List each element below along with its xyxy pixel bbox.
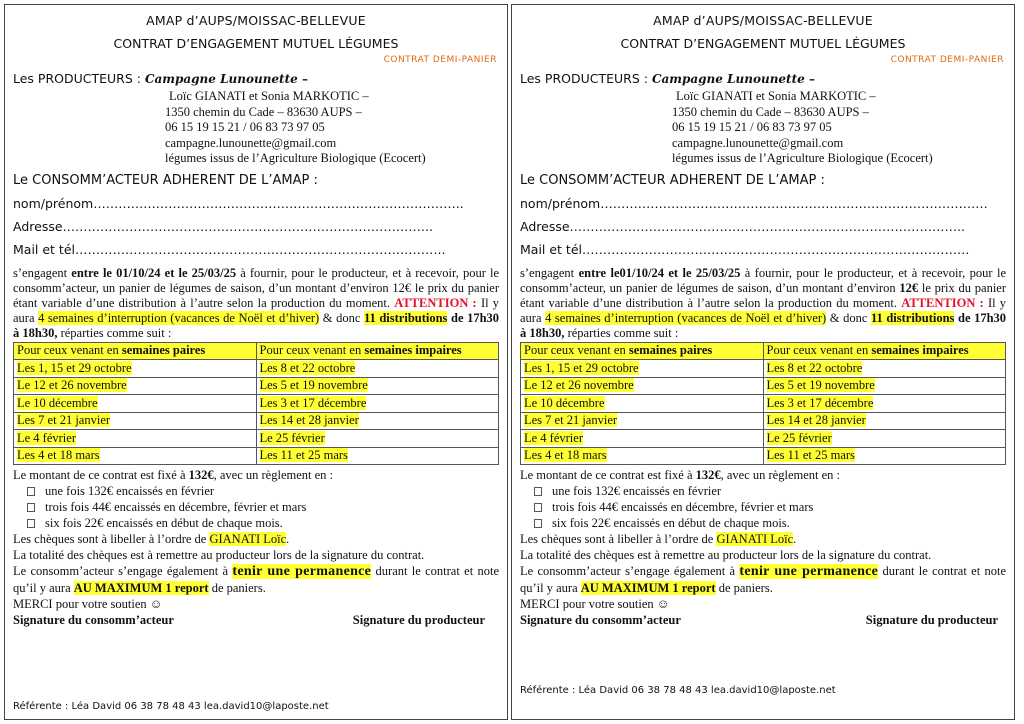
date-text: Les 11 et 25 mars (766, 448, 855, 463)
even-bold: semaines paires (121, 343, 206, 358)
option-label: trois fois 44€ encaissés en décembre, février et mars (45, 500, 307, 514)
even-date (521, 360, 764, 378)
mail-dots: ………………………………………………………………………………… (582, 241, 970, 257)
producer-email: campagne.lunounette@gmail.com (672, 135, 844, 150)
engage-dates: entre le01/10/24 et le 25/03/25 (578, 265, 741, 280)
date-text: Les 4 et 18 mars (524, 448, 607, 463)
thanks: MERCI pour votre soutien ☺ (520, 597, 670, 611)
producer-address: 1350 chemin du Cade – 83630 AUPS – (165, 104, 362, 119)
even-date (521, 412, 764, 430)
basket-amount: 12€ (899, 280, 919, 295)
table-row (521, 430, 1006, 448)
date-text: Les 11 et 25 mars (259, 448, 348, 463)
engage-text-5: & donc (829, 310, 868, 325)
address-dots: …………………………………………………………………………….. (62, 218, 433, 234)
odd-date (763, 360, 1006, 378)
table-row (14, 412, 499, 430)
odd-date (256, 447, 499, 465)
address-label: Adresse (13, 218, 63, 234)
report-highlight: AU MAXIMUM 1 report (580, 581, 716, 595)
mail-field[interactable] (520, 242, 1006, 257)
perm-text-1: Le consomm’acteur s’engage également à (13, 564, 229, 578)
distribution-hours: de 17h30 à 18h30, (520, 310, 1007, 340)
producer-email: campagne.lunounette@gmail.com (165, 135, 337, 150)
report-highlight: AU MAXIMUM 1 report (73, 581, 209, 595)
name-dots: …………………………………………………………………………….. (93, 195, 464, 211)
date-text: Les 5 et 19 novembre (259, 378, 368, 393)
contract-left (4, 4, 508, 720)
address-field[interactable] (13, 219, 499, 234)
option-label: une fois 132€ encaissés en février (552, 484, 722, 498)
producers-label: Les PRODUCTEURS : (520, 71, 648, 86)
date-text: Le 10 décembre (17, 395, 98, 410)
distribution-hours: de 17h30 à 18h30, (13, 310, 500, 340)
interruption-highlight: 4 semaines d’interruption (vacances de Noël et d’hiver) (38, 310, 320, 325)
permanence-text (520, 563, 1006, 596)
table-row (521, 360, 1006, 378)
address-field[interactable] (520, 219, 1006, 234)
attention-label: ATTENTION : (394, 295, 477, 310)
even-date (14, 377, 257, 395)
payment-intro-text-2: , avec un règlement en : (213, 468, 334, 482)
date-text: Le 25 février (766, 430, 832, 445)
permanence-highlight: tenir une permanence (739, 564, 879, 579)
perm-text-3: de paniers. (718, 581, 773, 595)
producer-signature: Signature du producteur (865, 613, 998, 627)
address-dots: ………………………………………………………………………………….. (569, 218, 965, 234)
table-row (521, 447, 1006, 465)
basket-amount: 12€ (392, 280, 412, 295)
table-row (14, 360, 499, 378)
thanks: MERCI pour votre soutien ☺ (13, 597, 163, 611)
engage-text-6: réparties comme suit : (567, 325, 679, 340)
name-field[interactable] (13, 196, 499, 211)
even-bold: semaines paires (628, 343, 713, 358)
mail-label: Mail et tél (13, 241, 75, 257)
distributions-highlight: 11 distributions (363, 310, 448, 325)
odd-date (763, 395, 1006, 413)
date-text: Les 8 et 22 octobre (259, 360, 356, 375)
table-row (14, 377, 499, 395)
farm-name: Campagne Lunounette – (651, 72, 815, 86)
payment-intro (520, 467, 1006, 483)
checkbox-icon[interactable] (534, 519, 542, 528)
permanence-text (13, 563, 499, 596)
date-text: Le 10 décembre (524, 395, 605, 410)
name-label: nom/prénom (520, 195, 601, 211)
table-row (14, 342, 499, 360)
perm-text-2: durant le contrat et note qu’il y aura (13, 564, 500, 595)
table-row (521, 377, 1006, 395)
option-label: six fois 22€ encaissés en début de chaque mois. (45, 516, 283, 530)
date-text: Les 1, 15 et 29 octobre (524, 360, 639, 375)
payment-option-1[interactable] (534, 483, 1006, 499)
interruption-highlight: 4 semaines d’interruption (vacances de Noël et d’hiver) (545, 310, 827, 325)
checkbox-icon[interactable] (27, 519, 35, 528)
payment-option-1[interactable] (27, 483, 499, 499)
odd-date (256, 377, 499, 395)
subtitle: CONTRAT D’ENGAGEMENT MUTUEL LÉGUMES (113, 36, 399, 51)
referent: Référente : Léa David 06 38 78 48 43 lea.david10@laposte.net (13, 701, 329, 712)
odd-date (256, 430, 499, 448)
option-label: trois fois 44€ encaissés en décembre, février et mars (552, 500, 814, 514)
header-odd (256, 342, 499, 360)
date-text: Le 4 février (17, 430, 76, 445)
even-date (14, 430, 257, 448)
payment-intro (13, 467, 499, 483)
perm-text-3: de paniers. (211, 581, 266, 595)
engage-text-4: Il y aura (520, 295, 1007, 325)
option-label: six fois 22€ encaissés en début de chaque mois. (552, 516, 790, 530)
consumer-heading: Le CONSOMM’ACTEUR ADHERENT DE L’AMAP : (13, 172, 318, 188)
checks-order: Les chèques sont à libeller à l’ordre de GIANATI Loïc. (13, 532, 290, 546)
engage-text-2: à fournir, pour le producteur, et à recevoir, pour le consomm’acteur, un panier de légumes de saison, d’un montant d’environ (13, 265, 499, 295)
odd-prefix: Pour ceux venant en (259, 343, 362, 358)
even-prefix: Pour ceux venant en (17, 343, 119, 358)
date-text: Les 3 et 17 décembre (766, 395, 874, 410)
engage-text-3: le prix du panier étant variable d’une distribution à l’autre selon la production du moment. (13, 280, 500, 310)
checks-text: Les chèques sont à libeller à l’ordre de (520, 532, 714, 546)
payment-total: 132€ (695, 468, 721, 482)
table-row (521, 412, 1006, 430)
header-odd (763, 342, 1006, 360)
producers-label: Les PRODUCTEURS : (13, 71, 141, 86)
engage-text-2: à fournir, pour le producteur, et à recevoir, pour le consomm’acteur, un panier de légumes de saison, d’un montant d’environ (520, 265, 1007, 295)
engage-text-5: & donc (322, 310, 361, 325)
producer-phones: 06 15 19 15 21 / 06 83 73 97 05 (672, 120, 832, 134)
date-text: Les 8 et 22 octobre (766, 360, 863, 375)
engage-text-1: s’engagent (13, 265, 68, 280)
schedule-table (13, 342, 499, 466)
engage-text-6: réparties comme suit : (60, 325, 172, 340)
payment-intro-text: Le montant de ce contrat est fixé à (13, 468, 186, 482)
producer-details (672, 89, 1006, 167)
demi-panier-badge: CONTRAT DEMI-PANIER (890, 55, 1004, 65)
referent: Référente : Léa David 06 38 78 48 43 lea.david10@laposte.net (520, 685, 836, 696)
subtitle: CONTRAT D’ENGAGEMENT MUTUEL LÉGUMES (620, 36, 906, 51)
signature-row (13, 613, 499, 628)
producer-bio: légumes issus de l’Agriculture Biologique (Ecocert) (165, 151, 426, 165)
payment-intro-text-2: , avec un règlement en : (720, 468, 841, 482)
name-dots: ………………………………………………………………………………… (600, 195, 988, 211)
permanence-highlight: tenir une permanence (232, 564, 372, 579)
payment-total: 132€ (188, 468, 214, 482)
date-text: Le 12 et 26 novembre (524, 378, 634, 393)
attention-label: ATTENTION : (901, 295, 984, 310)
odd-date (256, 395, 499, 413)
date-text: Les 1, 15 et 29 octobre (17, 360, 132, 375)
date-text: Les 7 et 21 janvier (17, 413, 111, 428)
distributions-highlight: 11 distributions (870, 310, 955, 325)
schedule-table (520, 342, 1006, 466)
checks-totality: La totalité des chèques est à remettre au producteur lors de la signature du contrat. (13, 548, 425, 562)
even-date (14, 360, 257, 378)
producer-names: Loïc GIANATI et Sonia MARKOTIC – (676, 89, 876, 103)
contract-right (511, 4, 1015, 720)
payment-option-2[interactable] (534, 499, 1006, 515)
address-label: Adresse (520, 218, 570, 234)
odd-bold: semaines impaires (364, 343, 462, 358)
demi-panier-badge: CONTRAT DEMI-PANIER (383, 55, 497, 65)
mail-dots: …………………………………………………………………………….. (75, 241, 446, 257)
even-date (521, 377, 764, 395)
checks-text: Les chèques sont à libeller à l’ordre de (13, 532, 207, 546)
odd-prefix: Pour ceux venant en (766, 343, 869, 358)
consumer-heading: Le CONSOMM’ACTEUR ADHERENT DE L’AMAP : (520, 172, 825, 188)
payment-option-2[interactable] (27, 499, 499, 515)
header-even (14, 342, 257, 360)
even-date (14, 395, 257, 413)
producer-bio: légumes issus de l’Agriculture Biologique (Ecocert) (672, 151, 933, 165)
even-date (521, 430, 764, 448)
date-text: Les 5 et 19 novembre (766, 378, 875, 393)
producer-address: 1350 chemin du Cade – 83630 AUPS – (672, 104, 869, 119)
table-row (521, 395, 1006, 413)
perm-text-1: Le consomm’acteur s’engage également à (520, 564, 736, 578)
payment-option-3[interactable] (27, 515, 499, 531)
checkbox-icon[interactable] (534, 487, 542, 496)
payment-option-3[interactable] (534, 515, 1006, 531)
title: AMAP d’AUPS/MOISSAC-BELLEVUE (146, 13, 366, 28)
perm-text-2: durant le contrat et note qu’il y aura (520, 564, 1007, 595)
date-text: Les 3 et 17 décembre (259, 395, 367, 410)
table-row (521, 342, 1006, 360)
signature-row (520, 613, 1006, 628)
table-row (14, 447, 499, 465)
engage-text-4: Il y aura (13, 295, 500, 325)
odd-bold: semaines impaires (871, 343, 969, 358)
checks-order: Les chèques sont à libeller à l’ordre de GIANATI Loïc. (520, 532, 797, 546)
date-text: Les 14 et 28 janvier (766, 413, 866, 428)
table-row (14, 430, 499, 448)
producers-line (13, 71, 499, 86)
engage-dates: entre le 01/10/24 et le 25/03/25 (71, 265, 237, 280)
date-text: Les 7 et 21 janvier (524, 413, 618, 428)
checkbox-icon[interactable] (27, 487, 35, 496)
odd-date (763, 412, 1006, 430)
odd-date (763, 430, 1006, 448)
payee-highlight: GIANATI Loïc (716, 532, 794, 546)
date-text: Le 4 février (524, 430, 583, 445)
checkbox-icon[interactable] (27, 503, 35, 512)
consumer-signature: Signature du consomm’acteur (520, 613, 681, 627)
producers-line (520, 71, 1006, 86)
odd-date (256, 360, 499, 378)
payee-highlight: GIANATI Loïc (209, 532, 287, 546)
mail-field[interactable] (13, 242, 499, 257)
consumer-signature: Signature du consomm’acteur (13, 613, 174, 627)
name-field[interactable] (520, 196, 1006, 211)
producer-names: Loïc GIANATI et Sonia MARKOTIC – (169, 89, 369, 103)
payment-intro-text: Le montant de ce contrat est fixé à (520, 468, 693, 482)
producer-details (165, 89, 499, 167)
odd-date (256, 412, 499, 430)
even-date (521, 395, 764, 413)
producer-phones: 06 15 19 15 21 / 06 83 73 97 05 (165, 120, 325, 134)
date-text: Les 4 et 18 mars (17, 448, 100, 463)
engage-text-3: le prix du panier étant variable d’une distribution à l’autre selon la production du moment. (520, 280, 1007, 310)
date-text: Les 14 et 28 janvier (259, 413, 359, 428)
title: AMAP d’AUPS/MOISSAC-BELLEVUE (653, 13, 873, 28)
farm-name: Campagne Lunounette – (144, 72, 308, 86)
odd-date (763, 377, 1006, 395)
name-label: nom/prénom (13, 195, 94, 211)
header-even (521, 342, 764, 360)
option-label: une fois 132€ encaissés en février (45, 484, 215, 498)
table-row (14, 395, 499, 413)
checks-totality: La totalité des chèques est à remettre au producteur lors de la signature du contrat. (520, 548, 932, 562)
date-text: Le 12 et 26 novembre (17, 378, 127, 393)
checkbox-icon[interactable] (534, 503, 542, 512)
mail-label: Mail et tél (520, 241, 582, 257)
engage-text-1: s’engagent (520, 265, 575, 280)
date-text: Le 25 février (259, 430, 325, 445)
even-date (14, 412, 257, 430)
odd-date (763, 447, 1006, 465)
even-date (521, 447, 764, 465)
even-prefix: Pour ceux venant en (524, 343, 626, 358)
engagement-text (520, 266, 1006, 341)
engagement-text (13, 266, 499, 341)
producer-signature: Signature du producteur (352, 613, 485, 627)
even-date (14, 447, 257, 465)
